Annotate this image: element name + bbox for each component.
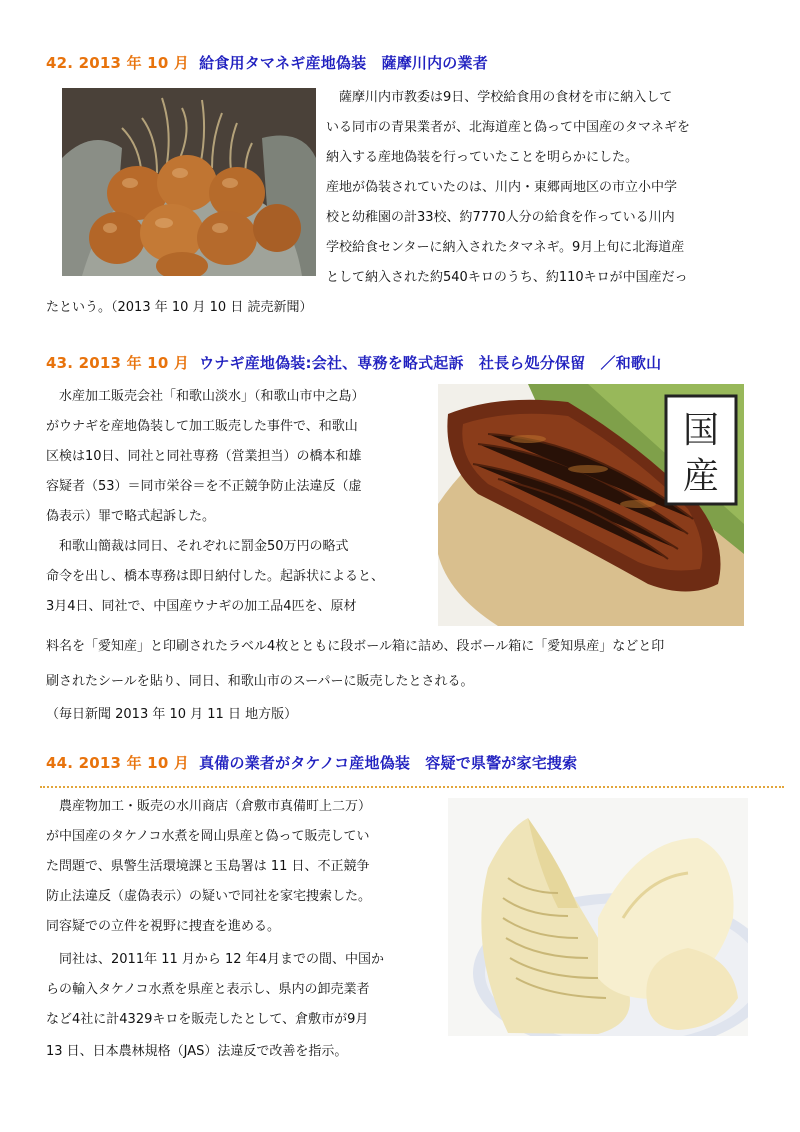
article-42-heading [46, 52, 488, 73]
article-44-line-7: らの輸入タケノコ水煮を県産と表示し、県内の卸売業者 [46, 982, 370, 997]
onions-in-sack-photo [62, 88, 316, 276]
section-divider [40, 786, 784, 788]
article-43-line-5: 偽表示）罪で略式起訴した。 [46, 509, 216, 524]
article-42-line-7: として納入された約540キロのうち、約110キロが中国産だっ [326, 270, 688, 285]
article-43-line-6: 和歌山簡裁は同日、それぞれに罰金50万円の略式 [46, 539, 349, 554]
article-42-line-4: 産地が偽装されていたのは、川内・東郷両地区の市立小中学 [326, 180, 678, 195]
article-44-line-1: 農産物加工・販売の水川商店（倉敷市真備町上二万） [46, 799, 372, 814]
article-43-line-8: 3月4日、同社で、中国産ウナギの加工品4匹を、原材 [46, 599, 357, 614]
article-44-line-2: が中国産のタケノコ水煮を岡山県産と偽って販売してい [46, 829, 370, 844]
article-42-line-2: いる同市の青果業者が、北海道産と偽って中国産のタマネギを [326, 120, 691, 135]
article-number: 42. 2013 年 10 月 [46, 54, 190, 72]
bamboo-shoot-illustration [448, 798, 748, 1036]
article-44-line-8: など4社に計4329キロを販売したとして、倉敷市が9月 [46, 1012, 369, 1027]
article-number: 43. 2013 年 10 月 [46, 354, 190, 372]
article-44-line-3: た問題で、県警生活環境課と玉島署は 11 日、不正競争 [46, 859, 370, 874]
article-title: 真備の業者がタケノコ産地偽装 容疑で県警が家宅捜索 [199, 754, 578, 772]
stamp-char-1: 国 [682, 410, 720, 451]
article-43-line-4: 容疑者（53）＝同市栄谷＝を不正競争防止法違反（虚 [46, 479, 362, 494]
article-42-line-6: 学校給食センターに納入されたタマネギ。9月上旬に北海道産 [326, 240, 685, 255]
article-42-line-5: 校と幼稚園の計33校、約7770人分の給食を作っている川内 [326, 210, 675, 225]
article-43-line-10: 刷されたシールを貼り、同日、和歌山市のスーパーに販売したとされる。 [46, 674, 474, 689]
article-43-heading [46, 352, 661, 373]
article-title: ウナギ産地偽装:会社、専務を略式起訴 社長ら処分保留 ／和歌山 [199, 354, 662, 372]
article-44-line-4: 防止法違反（虚偽表示）の疑いで同社を家宅捜索した。 [46, 889, 372, 904]
article-43-line-2: がウナギを産地偽装して加工販売した事件で、和歌山 [46, 419, 358, 434]
eel-illustration [438, 384, 744, 626]
grilled-eel-photo [438, 384, 744, 626]
article-number: 44. 2013 年 10 月 [46, 754, 190, 772]
article-43-line-7: 命令を出し、橋本専務は即日納付した。起訴状によると、 [46, 569, 385, 584]
boiled-bamboo-shoot-photo [448, 798, 748, 1036]
article-43-line-9: 料名を「愛知産」と印刷されたラベル4枚とともに段ボール箱に詰め、段ボール箱に「愛知県産」などと印 [46, 639, 665, 654]
article-42-line-1: 薩摩川内市教委は9日、学校給食用の食材を市に納入して [326, 90, 673, 105]
onions-illustration [62, 88, 316, 276]
article-44-line-5: 同容疑での立件を視野に捜査を進める。 [46, 919, 281, 934]
article-44-line-6: 同社は、2011年 11 月から 12 年4月までの間、中国か [46, 952, 384, 967]
article-44-line-9: 13 日、日本農林規格（JAS）法違反で改善を指示。 [46, 1044, 348, 1059]
stamp-char-2: 産 [682, 456, 720, 497]
article-43-line-11: （毎日新聞 2013 年 10 月 11 日 地方版） [46, 707, 298, 722]
article-42-line-3: 納入する産地偽装を行っていたことを明らかにした。 [326, 150, 639, 165]
article-43-line-3: 区検は10日、同社と同社専務（営業担当）の橋本和雄 [46, 449, 362, 464]
article-44-heading [46, 752, 577, 773]
article-42-line-8: たという。（2013 年 10 月 10 日 読売新聞） [46, 300, 313, 315]
article-title: 給食用タマネギ産地偽装 薩摩川内の業者 [199, 54, 488, 72]
article-43-line-1: 水産加工販売会社「和歌山淡水」（和歌山市中之島） [46, 389, 365, 404]
